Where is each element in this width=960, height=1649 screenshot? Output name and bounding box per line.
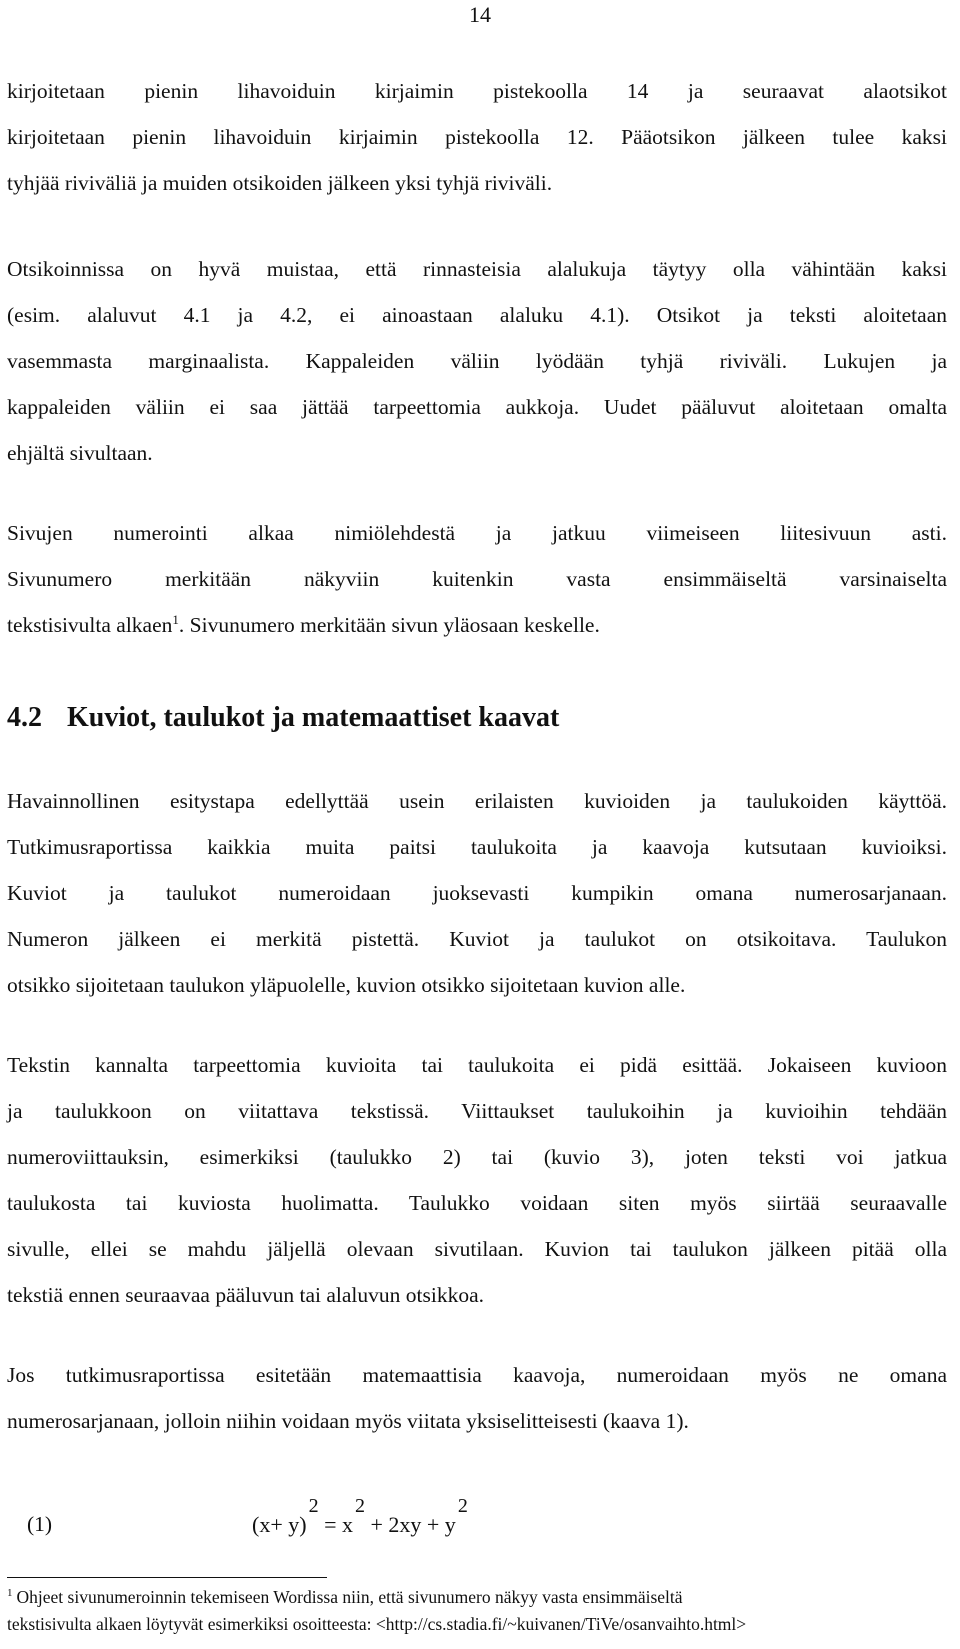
paragraph-page-numbering (7, 510, 947, 648)
section-number: 4.2 (7, 702, 42, 733)
text-line: vasemmasta marginaalista. Kappaleiden väliin lyödään tyhjä riviväli. Lukujen ja (7, 349, 947, 373)
text-line: Sivunumero merkitään näkyviin kuitenkin vasta ensimmäiseltä varsinaiselta (7, 567, 947, 591)
text-line: Havainnollinen esitystapa edellyttää usein erilaisten kuvioiden ja taulukoiden käyttöä. (7, 789, 947, 813)
text-line: sivulle, ellei se mahdu jäljellä olevaan sivutilaan. Kuvion tai taulukon jälkeen pitää olla (7, 1237, 947, 1261)
text-line: Jos tutkimusraportissa esitetään matemaattisia kaavoja, numeroidaan myös ne omana (7, 1363, 947, 1387)
footnote-reference: 1 (172, 611, 179, 627)
text-line: taulukosta tai kuviosta huolimatta. Taulukko voidaan siten myös siirtää seuraavalle (7, 1191, 947, 1215)
footnote-text: Ohjeet sivunumeroinnin tekemiseen Wordissa niin, että sivunumero näkyy vasta ensimmäiseltä (16, 1587, 683, 1607)
text-line: Numeron jälkeen ei merkitä pistettä. Kuviot ja taulukot on otsikoitava. Taulukon (7, 927, 947, 951)
formula-row (0, 1495, 960, 1554)
text-line: Tekstin kannalta tarpeettomia kuvioita tai taulukoita ei pidä esittää. Jokaiseen kuvioon (7, 1053, 947, 1077)
footnote-separator (7, 1577, 327, 1578)
paragraph-subheading-rules (7, 246, 947, 476)
formula (252, 1495, 468, 1538)
formula-lhs: (x+ y) (252, 1512, 307, 1537)
text-line: kappaleiden väliin ei saa jättää tarpeettomia aukkoja. Uudet pääluvut aloitetaan omalta (7, 395, 947, 419)
text-line: ehjältä sivultaan. (7, 441, 153, 465)
footnote-line (7, 1584, 957, 1611)
formula-part: = x (318, 1512, 353, 1537)
paragraph-headings-rules (7, 68, 947, 206)
text-line (7, 602, 947, 648)
formula-exponent: 2 (308, 1495, 319, 1517)
formula-exponent: 2 (457, 1495, 468, 1517)
paragraph-formulas (7, 1352, 947, 1444)
text-line: numerosarjanaan, jolloin niihin voidaan myös viitata yksiselitteisesti (kaava 1). (7, 1409, 689, 1433)
text-fragment: tekstisivulta alkaen (7, 613, 173, 637)
text-line: numeroviittauksin, esimerkiksi (taulukko 2) tai (kuvio 3), joten teksti voi jatkua (7, 1145, 947, 1169)
text-line: otsikko sijoitetaan taulukon yläpuolelle, kuvion otsikko sijoitetaan kuvion alle. (7, 973, 686, 997)
text-fragment: . Sivunumero merkitään sivun yläosaan keskelle. (178, 613, 600, 637)
text-line: Tutkimusraportissa kaikkia muita paitsi taulukoita ja kaavoja kutsutaan kuvioiksi. (7, 835, 947, 859)
text-line: tyhjää riviväliä ja muiden otsikoiden jälkeen yksi tyhjä riviväli. (7, 171, 553, 195)
text-line: Otsikoinnissa on hyvä muistaa, että rinnasteisia alalukuja täytyy olla vähintään kaksi (7, 257, 947, 281)
formula-exponent: 2 (354, 1495, 365, 1517)
text-line: kirjoitetaan pienin lihavoiduin kirjaimin pistekoolla 14 ja seuraavat alaotsikot (7, 79, 947, 103)
paragraph-figure-references (7, 1042, 947, 1318)
footnote (7, 1584, 957, 1638)
formula-label: (1) (27, 1512, 53, 1536)
text-line: ja taulukkoon on viitattava tekstissä. Viittaukset taulukoihin ja kuvioihin tehdään (7, 1099, 947, 1123)
text-line: Sivujen numerointi alkaa nimiölehdestä ja jatkuu viimeiseen liitesivuun asti. (7, 521, 947, 545)
paragraph-figures-tables (7, 778, 947, 1008)
page-number: 14 (469, 2, 491, 27)
text-line: tekstiä ennen seuraavaa pääluvun tai alaluvun otsikkoa. (7, 1283, 485, 1307)
footnote-mark: 1 (7, 1587, 13, 1600)
text-line: (esim. alaluvut 4.1 ja 4.2, ei ainoastaan alaluku 4.1). Otsikot ja teksti aloitetaan (7, 303, 947, 327)
formula-part: + 2xy + y (364, 1512, 456, 1537)
footnote-line: tekstisivulta alkaen löytyvät esimerkiksi osoitteesta: <http://cs.stadia.fi/~kuivanen/TiVe/osanvaihto.html> (7, 1614, 747, 1634)
section-title: Kuviot, taulukot ja matemaattiset kaavat (67, 702, 560, 733)
text-line: Kuviot ja taulukot numeroidaan juoksevasti kumpikin omana numerosarjanaan. (7, 881, 947, 905)
text-line: kirjoitetaan pienin lihavoiduin kirjaimin pistekoolla 12. Pääotsikon jälkeen tulee kaksi (7, 125, 947, 149)
section-heading (7, 702, 559, 734)
